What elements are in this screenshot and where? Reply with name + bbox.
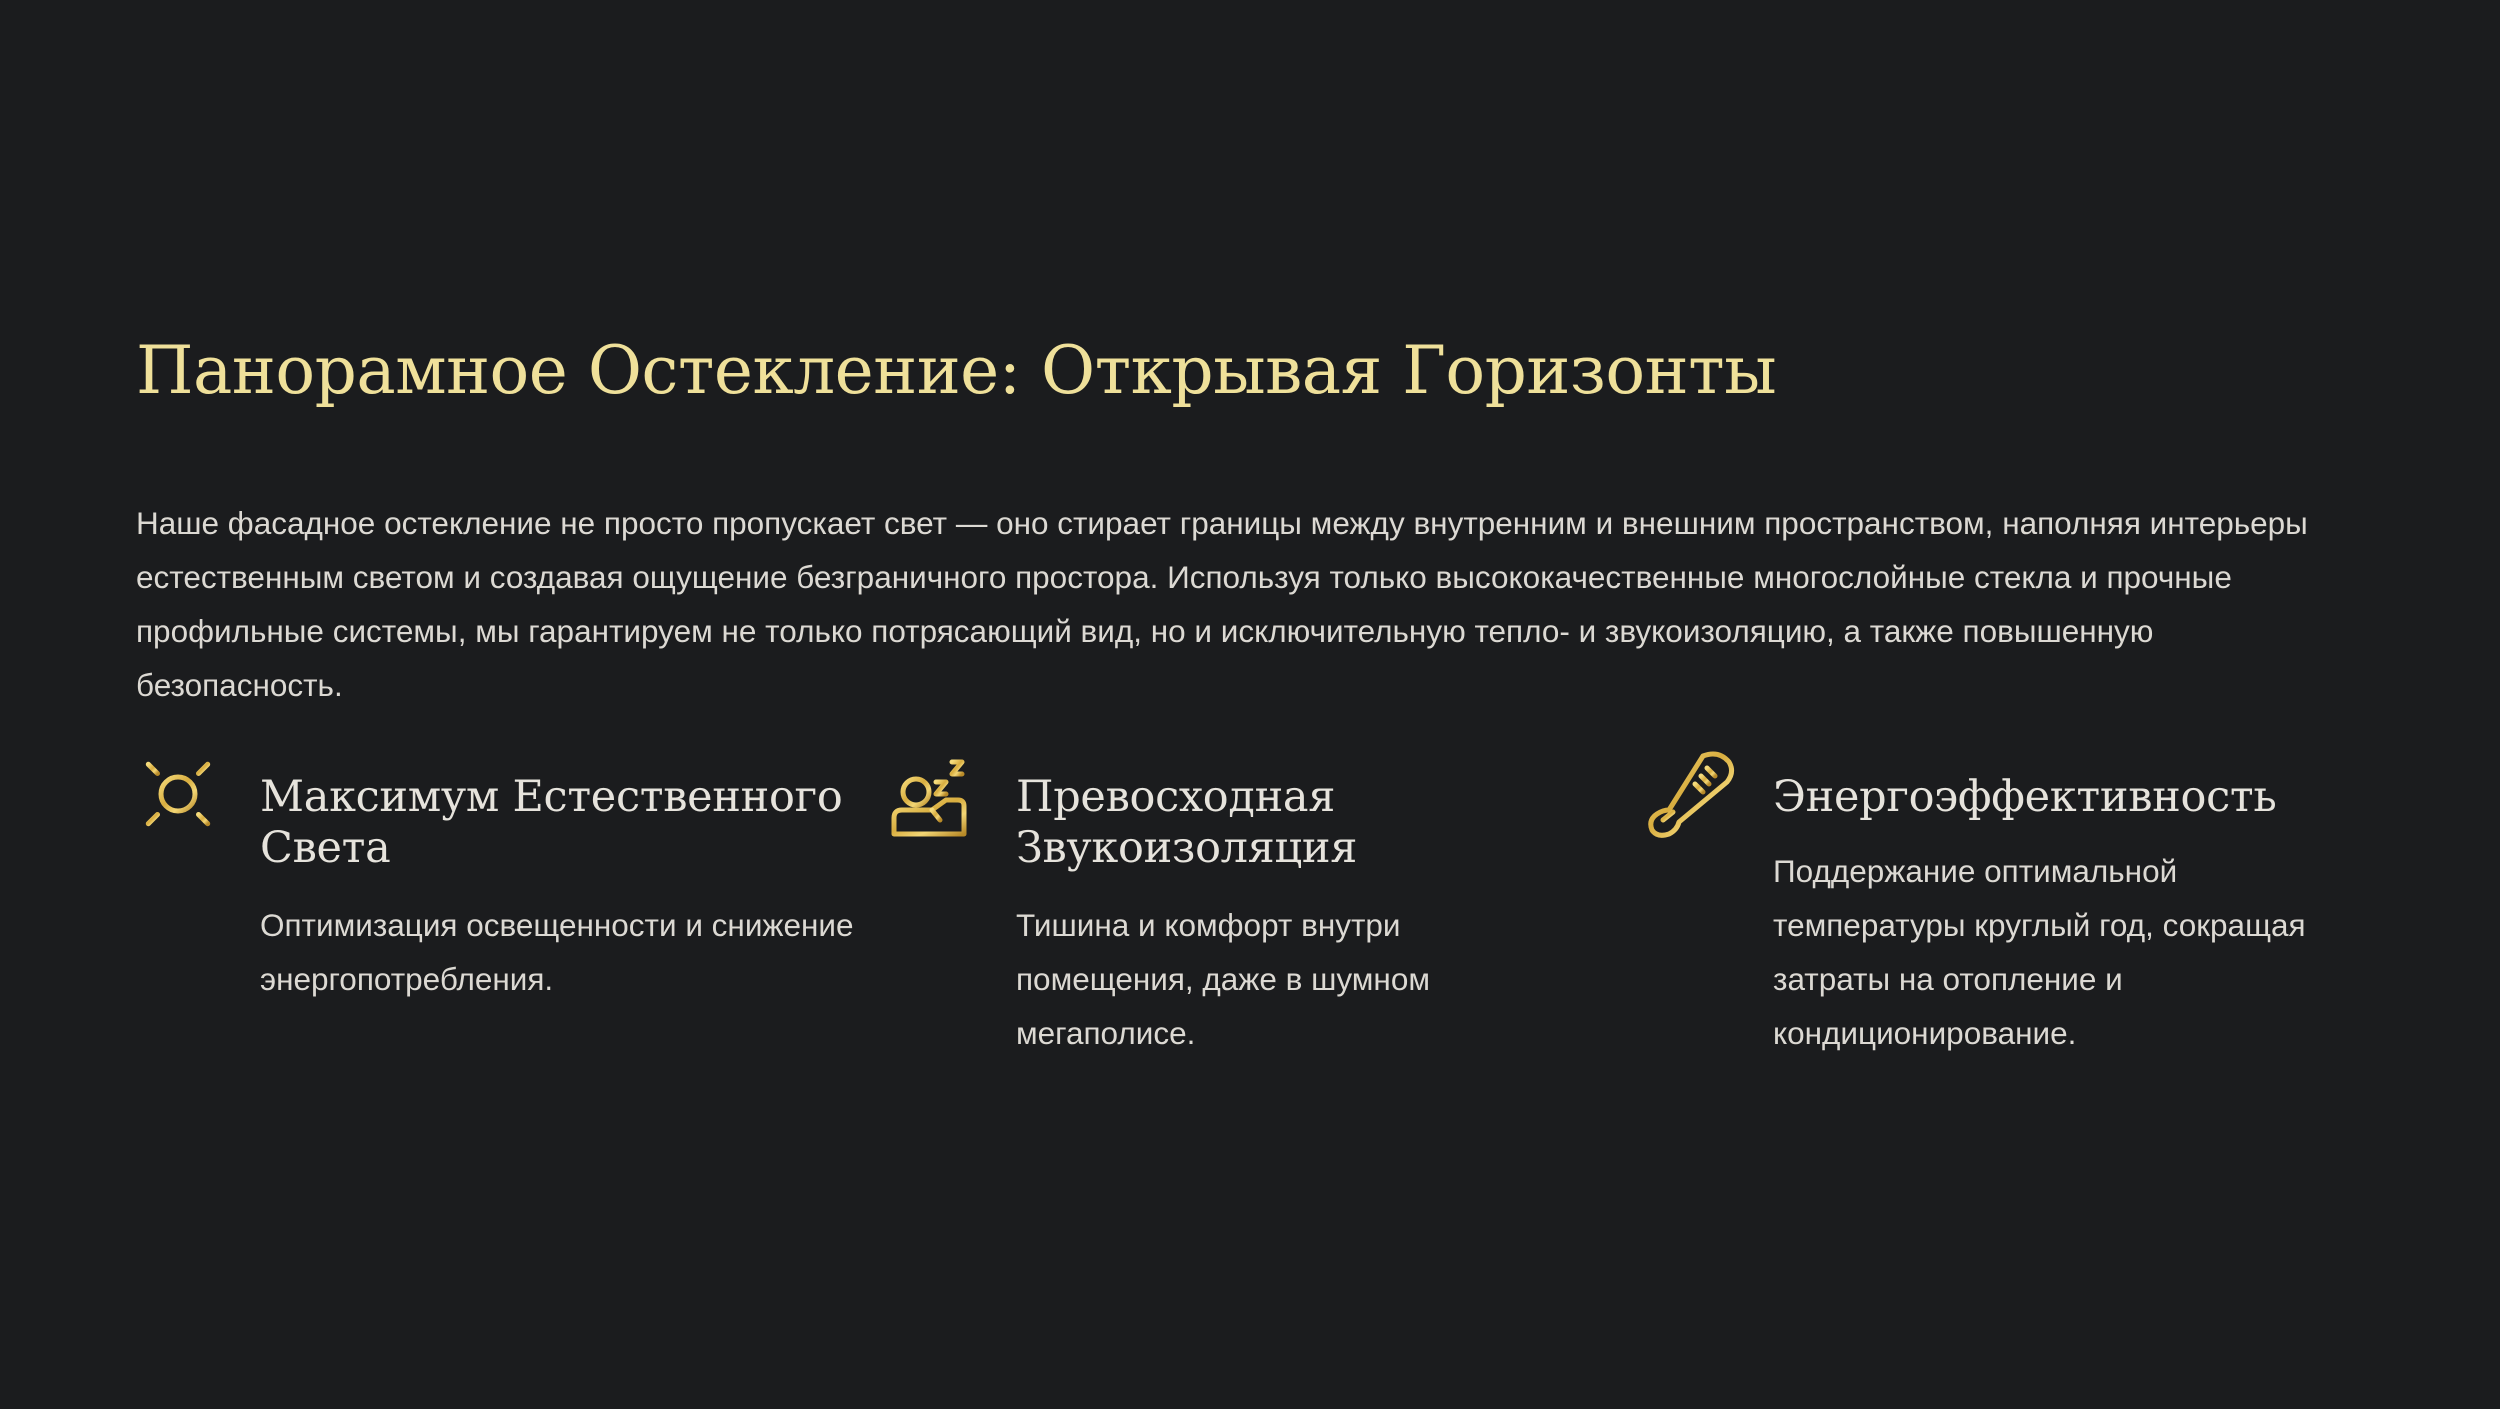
feature-title: Энергоэффективность [1773, 772, 2277, 822]
feature-title: Максимум Естественного Света [260, 772, 843, 873]
feature-description: Поддержание оптимальной температуры круглый год, сокращая затраты на отопление и кондиционирование. [1773, 853, 2306, 1051]
sun-icon [132, 748, 224, 840]
feature-title: Превосходная Звукоизоляция [1016, 772, 1358, 873]
sleeping-person-icon [888, 748, 980, 840]
feature-description: Оптимизация освещенности и снижение энергопотребления. [260, 907, 854, 997]
slide-title: Панорамное Остекление: Открывая Горизонты [136, 332, 1777, 409]
intro-paragraph: Наше фасадное остекление не просто пропускает свет — оно стирает границы между внутренним и внешним пространством, наполняя интерьеры естественным светом и создавая ощущение безграничного простора. Используя только высококачественные многослойные стекла и прочные профильные системы, мы гарантируем не только потрясающий вид, но и исключительную тепло- и звукоизоляцию, а также повышенную безопасность. [136, 505, 2308, 703]
thermometer-icon [1645, 748, 1737, 840]
feature-description: Тишина и комфорт внутри помещения, даже в шумном мегаполисе. [1016, 907, 1431, 1051]
